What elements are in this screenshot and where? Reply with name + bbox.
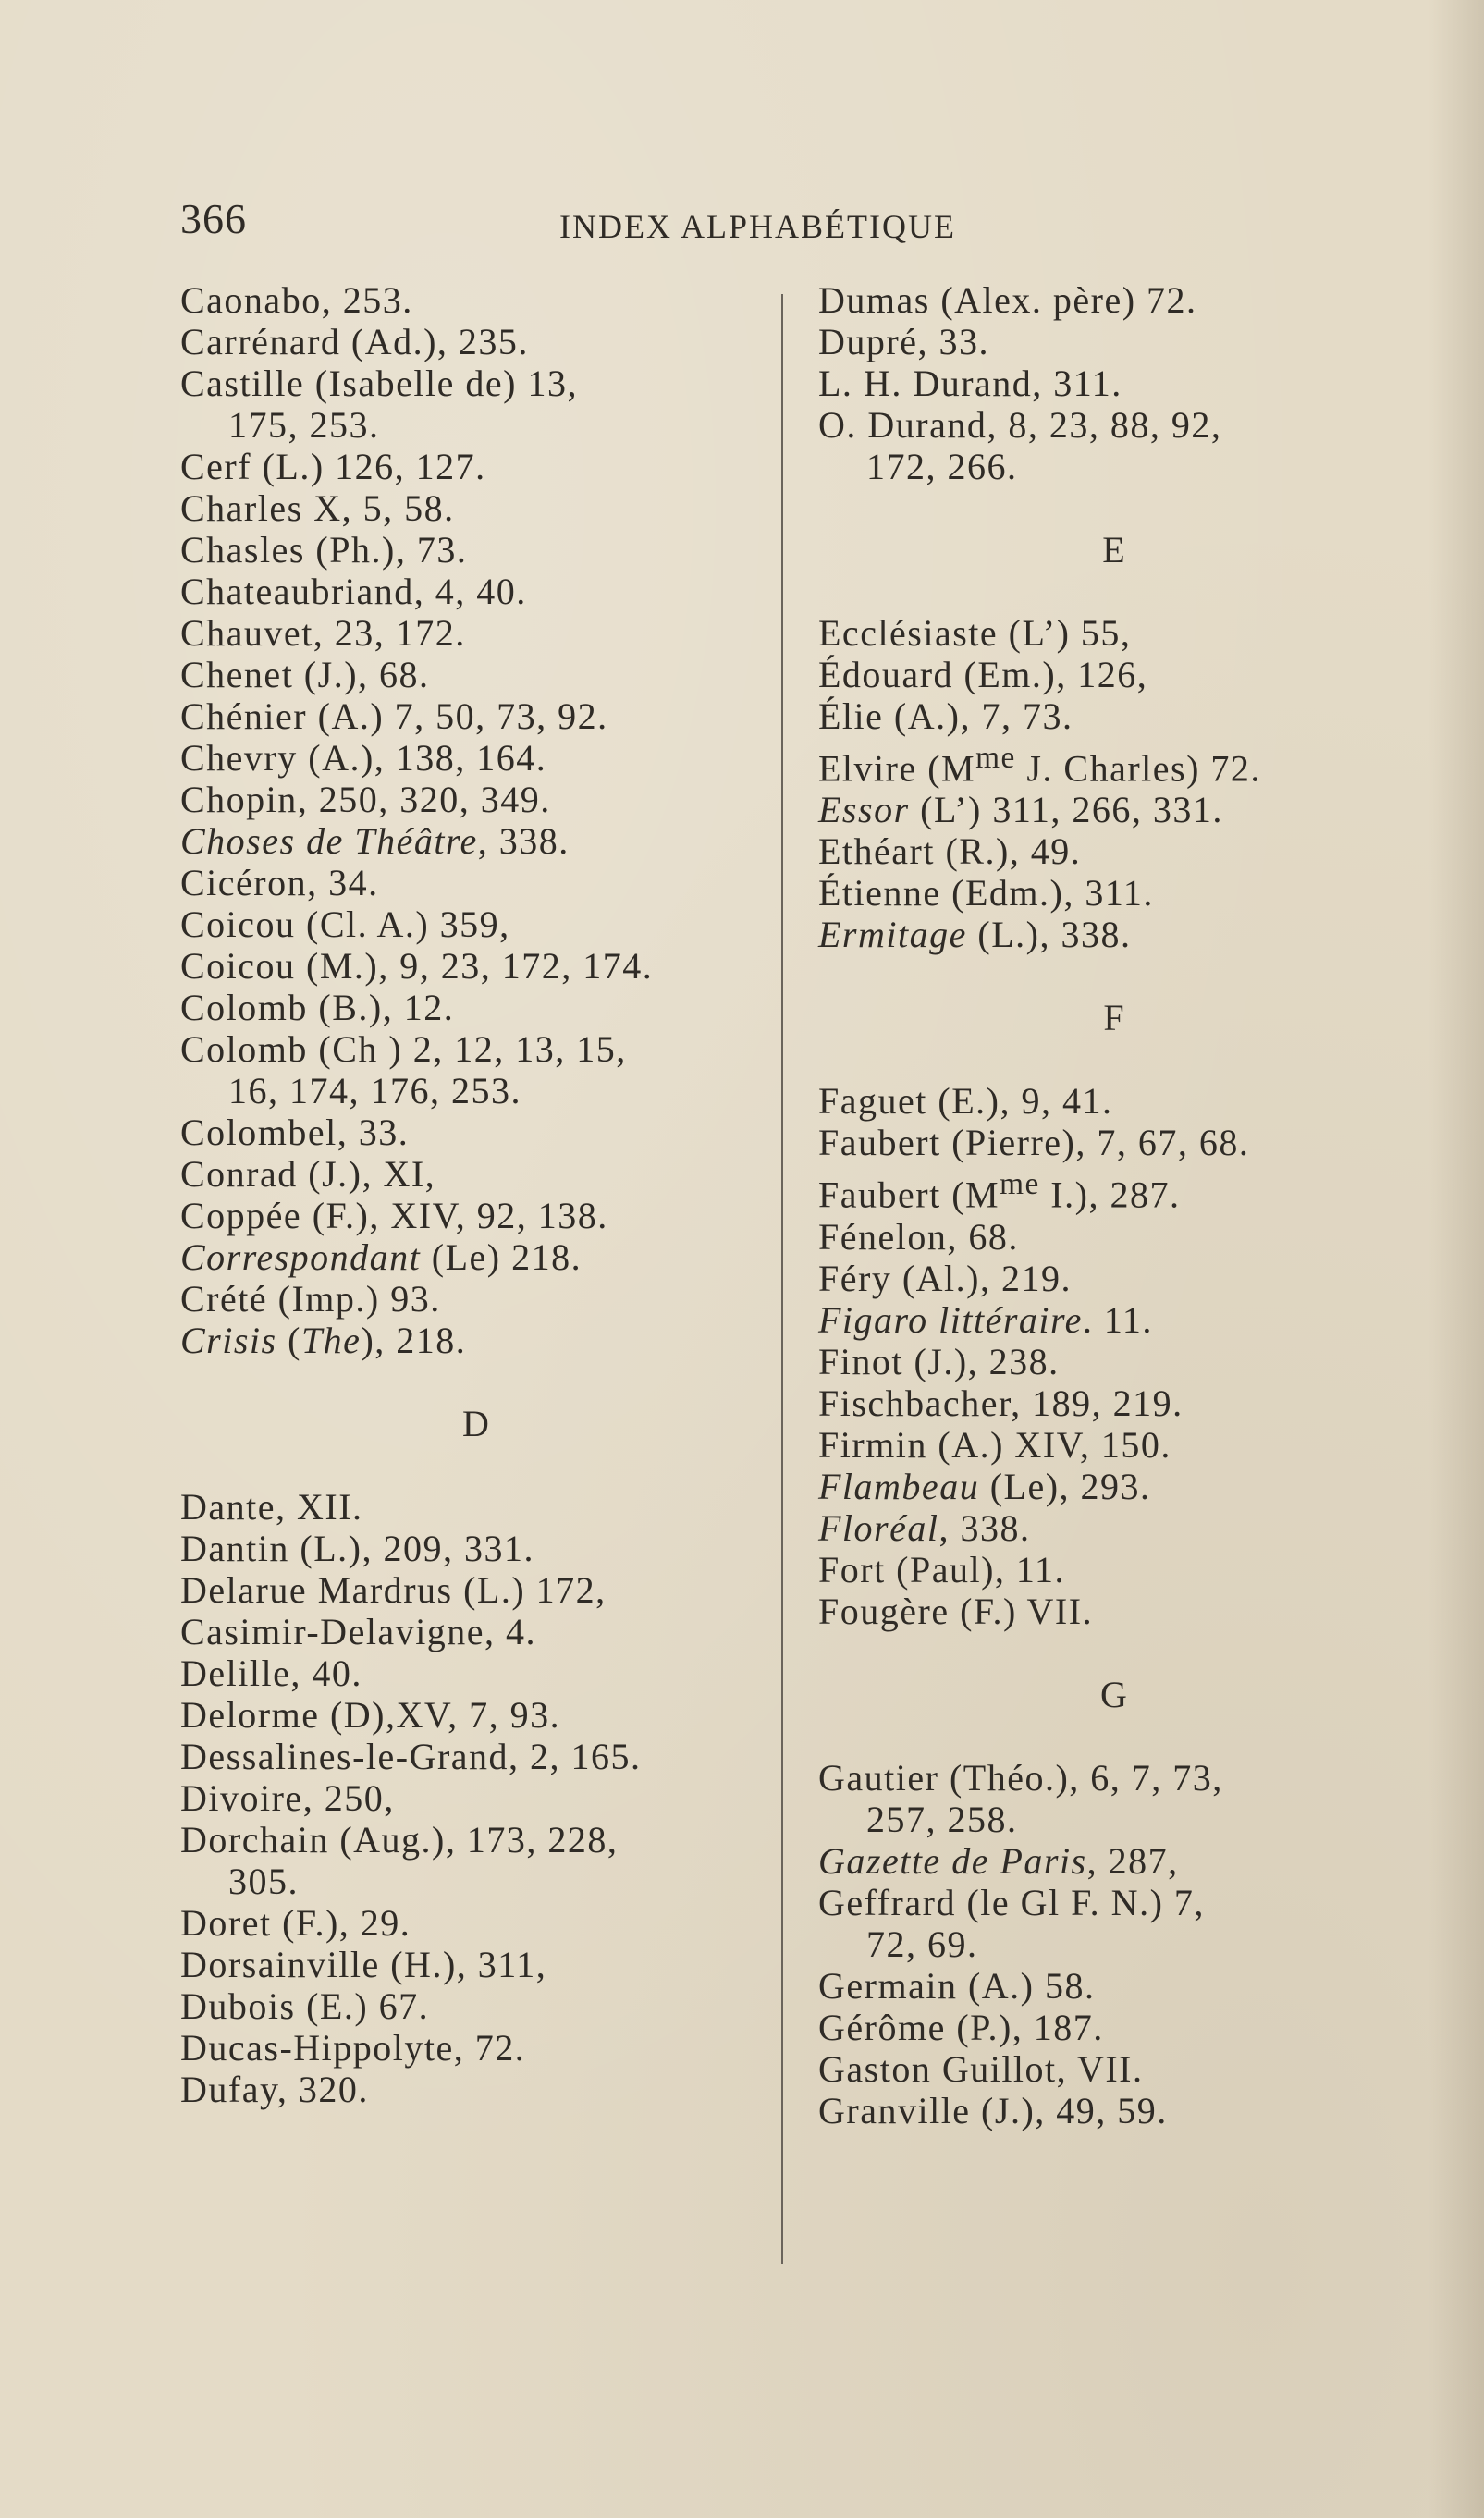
index-entry: Ducas-Hippolyte, 72. (180, 2027, 526, 2069)
index-entry: Cicéron, 34. (180, 862, 379, 903)
index-entry: Fischbacher, 189, 219. (818, 1382, 1184, 1424)
index-entry: Granville (J.), 49, 59. (818, 2089, 1168, 2131)
index-entry (818, 1507, 1410, 1549)
index-entry (818, 1163, 1410, 1215)
index-entry: Colomb (Ch ) 2, 12, 13, 15, (180, 1028, 627, 1070)
italic-title: Crisis (180, 1320, 277, 1361)
index-entry: Casimir-Delavigne, 4. (180, 1611, 537, 1652)
column-divider (781, 294, 783, 2264)
index-entry: Dorsainville (H.), 311, (180, 1944, 547, 1985)
page-header (180, 194, 1382, 250)
index-entry: Fénelon, 68. (818, 1215, 1019, 1258)
page-edge-shadow (1429, 0, 1484, 2518)
entry-pages: (Le), 293. (979, 1465, 1151, 1507)
index-entry: Dupré, 33. (818, 321, 989, 362)
index-entry: Delorme (D),XV, 7, 93. (180, 1694, 561, 1736)
index-entry: Ethéart (R.), 49. (818, 830, 1082, 873)
index-entry (180, 1236, 772, 1278)
index-entry: Carrénard (Ad.), 235. (180, 321, 529, 362)
index-entry: Chopin, 250, 320, 349. (180, 779, 551, 820)
index-entry: Colombel, 33. (180, 1112, 410, 1153)
index-column-left (180, 279, 772, 2110)
index-entry (818, 1466, 1410, 1507)
italic-title: Choses de Théâtre (180, 820, 478, 862)
index-entry: Charles X, 5, 58. (180, 487, 455, 529)
entry-text: ( (276, 1320, 301, 1361)
index-entry-continuation: 305. (228, 1861, 299, 1902)
entry-pages: (L.), 338. (966, 914, 1132, 956)
italic-title: Floréal (818, 1506, 939, 1549)
index-entry-continuation: 16, 174, 176, 253. (228, 1070, 521, 1112)
index-entry: L. H. Durand, 311. (818, 362, 1122, 404)
index-entry: Delarue Mardrus (L.) 172, (180, 1569, 607, 1611)
index-entry: Germain (A.) 58. (818, 1964, 1096, 2007)
italic-title: Ermitage (818, 914, 967, 956)
index-entry: Dumas (Alex. père) 72. (818, 279, 1197, 321)
index-entry: Firmin (A.) XIV, 150. (818, 1423, 1171, 1466)
italic-title: Essor (818, 789, 910, 831)
index-entry: Coicou (M.), 9, 23, 172, 174. (180, 945, 654, 987)
italic-title: Flambeau (818, 1465, 980, 1507)
index-entry: Colomb (B.), 12. (180, 987, 455, 1028)
index-entry: Fougère (F.) VII. (818, 1590, 1094, 1632)
index-entry-continuation: 72, 69. (866, 1922, 978, 1965)
index-entry (818, 914, 1410, 955)
section-letter-e: E (1102, 529, 1126, 571)
index-entry-continuation: 175, 253. (228, 404, 380, 446)
index-entry (818, 737, 1410, 789)
entry-pages: ), 218. (361, 1320, 467, 1361)
entry-pages: , 338. (477, 820, 570, 862)
index-entry: Cerf (L.) 126, 127. (180, 446, 486, 487)
index-entry: Étienne (Edm.), 311. (818, 872, 1154, 915)
index-entry: Fort (Paul), 11. (818, 1548, 1065, 1591)
index-entry: Dessalines-le-Grand, 2, 165. (180, 1736, 642, 1777)
index-entry: Faguet (E.), 9, 41. (818, 1080, 1113, 1123)
section-letter-f: F (1103, 997, 1125, 1039)
index-entry: Dorchain (Aug.), 173, 228, (180, 1819, 619, 1861)
index-entry-continuation: 257, 258. (866, 1798, 1018, 1840)
entry-pages: (Le) 218. (421, 1236, 583, 1278)
index-entry: Édouard (Em.), 126, (818, 654, 1148, 695)
running-title: INDEX ALPHABÉTIQUE (559, 208, 956, 245)
italic-title: The (300, 1320, 362, 1361)
entry-pages: , 287, (1086, 1839, 1179, 1882)
index-entry: Finot (J.), 238. (818, 1340, 1060, 1382)
index-entry: O. Durand, 8, 23, 88, 92, (818, 404, 1222, 446)
index-entry (818, 1840, 1410, 1882)
index-entry: Chateaubriand, 4, 40. (180, 571, 527, 612)
entry-text: Elvire (M (818, 747, 976, 790)
index-entry: Chénier (A.) 7, 50, 73, 92. (180, 695, 608, 737)
index-entry (818, 789, 1410, 830)
index-entry: Caonabo, 253. (180, 279, 413, 321)
index-column-right (818, 279, 1410, 2131)
index-entry: Castille (Isabelle de) 13, (180, 362, 578, 404)
index-entry: Chasles (Ph.), 73. (180, 529, 468, 571)
italic-title: Correspondant (180, 1236, 422, 1278)
entry-text: Faubert (M (818, 1173, 1000, 1216)
index-entry: Gaston Guillot, VII. (818, 2047, 1144, 2090)
entry-pages: I.), 287. (1039, 1173, 1181, 1216)
index-entry: Élie (A.), 7, 73. (818, 695, 1073, 737)
entry-pages: . 11. (1082, 1298, 1153, 1341)
index-entry: Faubert (Pierre), 7, 67, 68. (818, 1122, 1250, 1164)
italic-title: Gazette de Paris (818, 1839, 1087, 1882)
index-entry: Chevry (A.), 138, 164. (180, 737, 547, 779)
index-entry (180, 1320, 772, 1361)
index-entry: Gautier (Théo.), 6, 7, 73, (818, 1756, 1223, 1799)
index-entry: Chauvet, 23, 172. (180, 612, 466, 654)
index-entry: Dufay, 320. (180, 2069, 369, 2110)
entry-pages: , 338. (938, 1506, 1031, 1549)
index-entry: Chenet (J.), 68. (180, 654, 430, 695)
index-entry-continuation: 172, 266. (866, 446, 1018, 487)
entry-pages: (L’) 311, 266, 331. (909, 789, 1223, 831)
index-entry: Dante, XII. (180, 1486, 363, 1528)
entry-pages: J. Charles) 72. (1015, 747, 1261, 790)
index-entry: Gérôme (P.), 187. (818, 2006, 1104, 2048)
index-entry: Geffrard (le Gl F. N.) 7, (818, 1881, 1205, 1923)
index-entry: Divoire, 250, (180, 1777, 395, 1819)
index-entry: Féry (Al.), 219. (818, 1257, 1072, 1299)
index-entry: Doret (F.), 29. (180, 1902, 411, 1944)
section-letter-d: D (462, 1403, 490, 1444)
superscript: me (1000, 1167, 1040, 1202)
page-number: 366 (180, 195, 247, 242)
index-entry: Coicou (Cl. A.) 359, (180, 903, 510, 945)
italic-title: Figaro littéraire (818, 1298, 1083, 1341)
index-entry: Conrad (J.), XI, (180, 1153, 436, 1195)
index-entry (818, 1299, 1410, 1341)
index-entry (180, 820, 772, 862)
index-entry: Dubois (E.) 67. (180, 1985, 430, 2027)
index-entry: Ecclésiaste (L’) 55, (818, 612, 1132, 654)
section-letter-g: G (1100, 1673, 1128, 1715)
index-entry: Coppée (F.), XIV, 92, 138. (180, 1195, 608, 1236)
index-entry: Dantin (L.), 209, 331. (180, 1528, 534, 1569)
superscript: me (975, 741, 1016, 775)
index-entry: Delille, 40. (180, 1652, 362, 1694)
index-entry: Crété (Imp.) 93. (180, 1278, 441, 1320)
